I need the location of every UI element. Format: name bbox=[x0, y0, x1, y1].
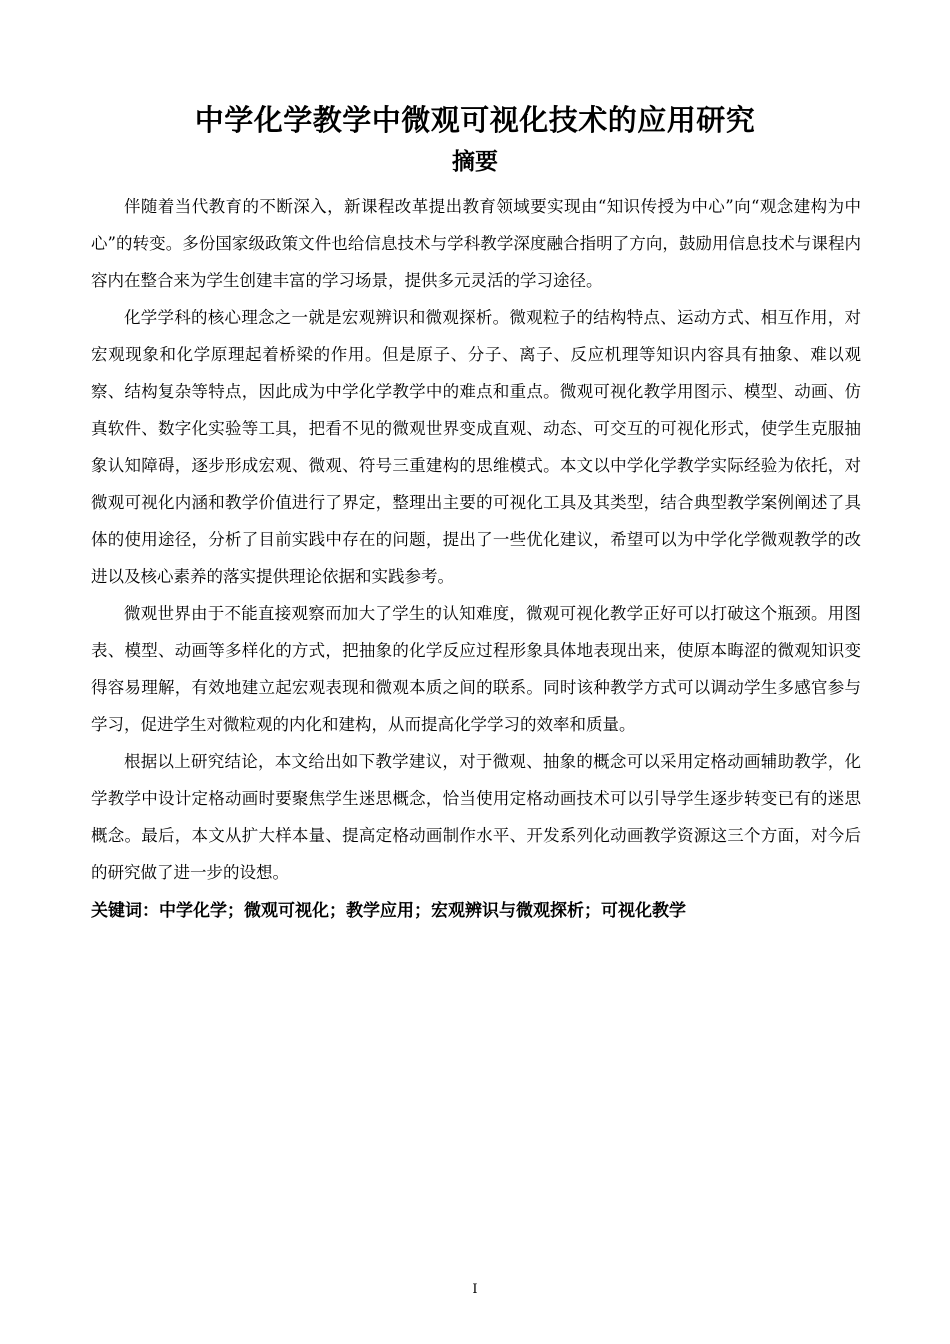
abstract-heading: 摘要 bbox=[452, 149, 498, 175]
page-number: I bbox=[472, 1282, 478, 1297]
abstract-paragraph-2: 化学学科的核心理念之一就是宏观辨识和微观探析。微观粒子的结构特点、运动方式、相互作用，对宏观现象和化学原理起着桥梁的作用。但是原子、分子、离子、反应机理等知识内容具有抽象、难以观察、结构复杂等特点，因此成为中学化学教学中的难点和重点。微观可视化教学用图示、模型、动画、仿真软件、数字化实验等工具，把看不见的微观世界变成直观、动态、可交互的可视化形式，使学生克服抽象认知障碍，逐步形成宏观、微观、符号三重建构的思维模式。本文以中学化学教学实际经验为依托，对微观可视化内涵和教学价值进行了界定，整理出主要的可视化工具及其类型，结合典型教学案例阐述了具体的使用途径，分析了目前实践中存在的问题，提出了一些优化建议，希望可以为中学化学微观教学的改进以及核心素养的落实提供理论依据和实践参考。 bbox=[91, 308, 861, 586]
keywords-line: 关键词：中学化学；微观可视化；教学应用；宏观辨识与微观探析；可视化教学 bbox=[91, 901, 686, 921]
abstract-paragraph-4: 根据以上研究结论，本文给出如下教学建议，对于微观、抽象的概念可以采用定格动画辅助教学，化学教学中设计定格动画时要聚焦学生迷思概念，恰当使用定格动画技术可以引导学生逐步转变已有的迷思概念。最后，本文从扩大样本量、提高定格动画制作水平、开发系列化动画教学资源这三个方面，对今后的研究做了进一步的设想。 bbox=[91, 752, 861, 882]
abstract-paragraph-1: 伴随着当代教育的不断深入，新课程改革提出教育领域要实现由“知识传授为中心”向“观念建构为中心”的转变。多份国家级政策文件也给信息技术与学科教学深度融合指明了方向，鼓励用信息技术与课程内容内在整合来为学生创建丰富的学习场景，提供多元灵活的学习途径。 bbox=[91, 197, 861, 290]
abstract-body bbox=[91, 188, 861, 927]
document-title: 中学化学教学中微观可视化技术的应用研究 bbox=[194, 103, 756, 137]
abstract-paragraph-3: 微观世界由于不能直接观察而加大了学生的认知难度，微观可视化教学正好可以打破这个瓶颈。用图表、模型、动画等多样化的方式，把抽象的化学反应过程形象具体地表现出来，使原本晦涩的微观知识变得容易理解，有效地建立起宏观表现和微观本质之间的联系。同时该种教学方式可以调动学生多感官参与学习，促进学生对微粒观的内化和建构，从而提高化学学习的效率和质量。 bbox=[91, 604, 861, 734]
